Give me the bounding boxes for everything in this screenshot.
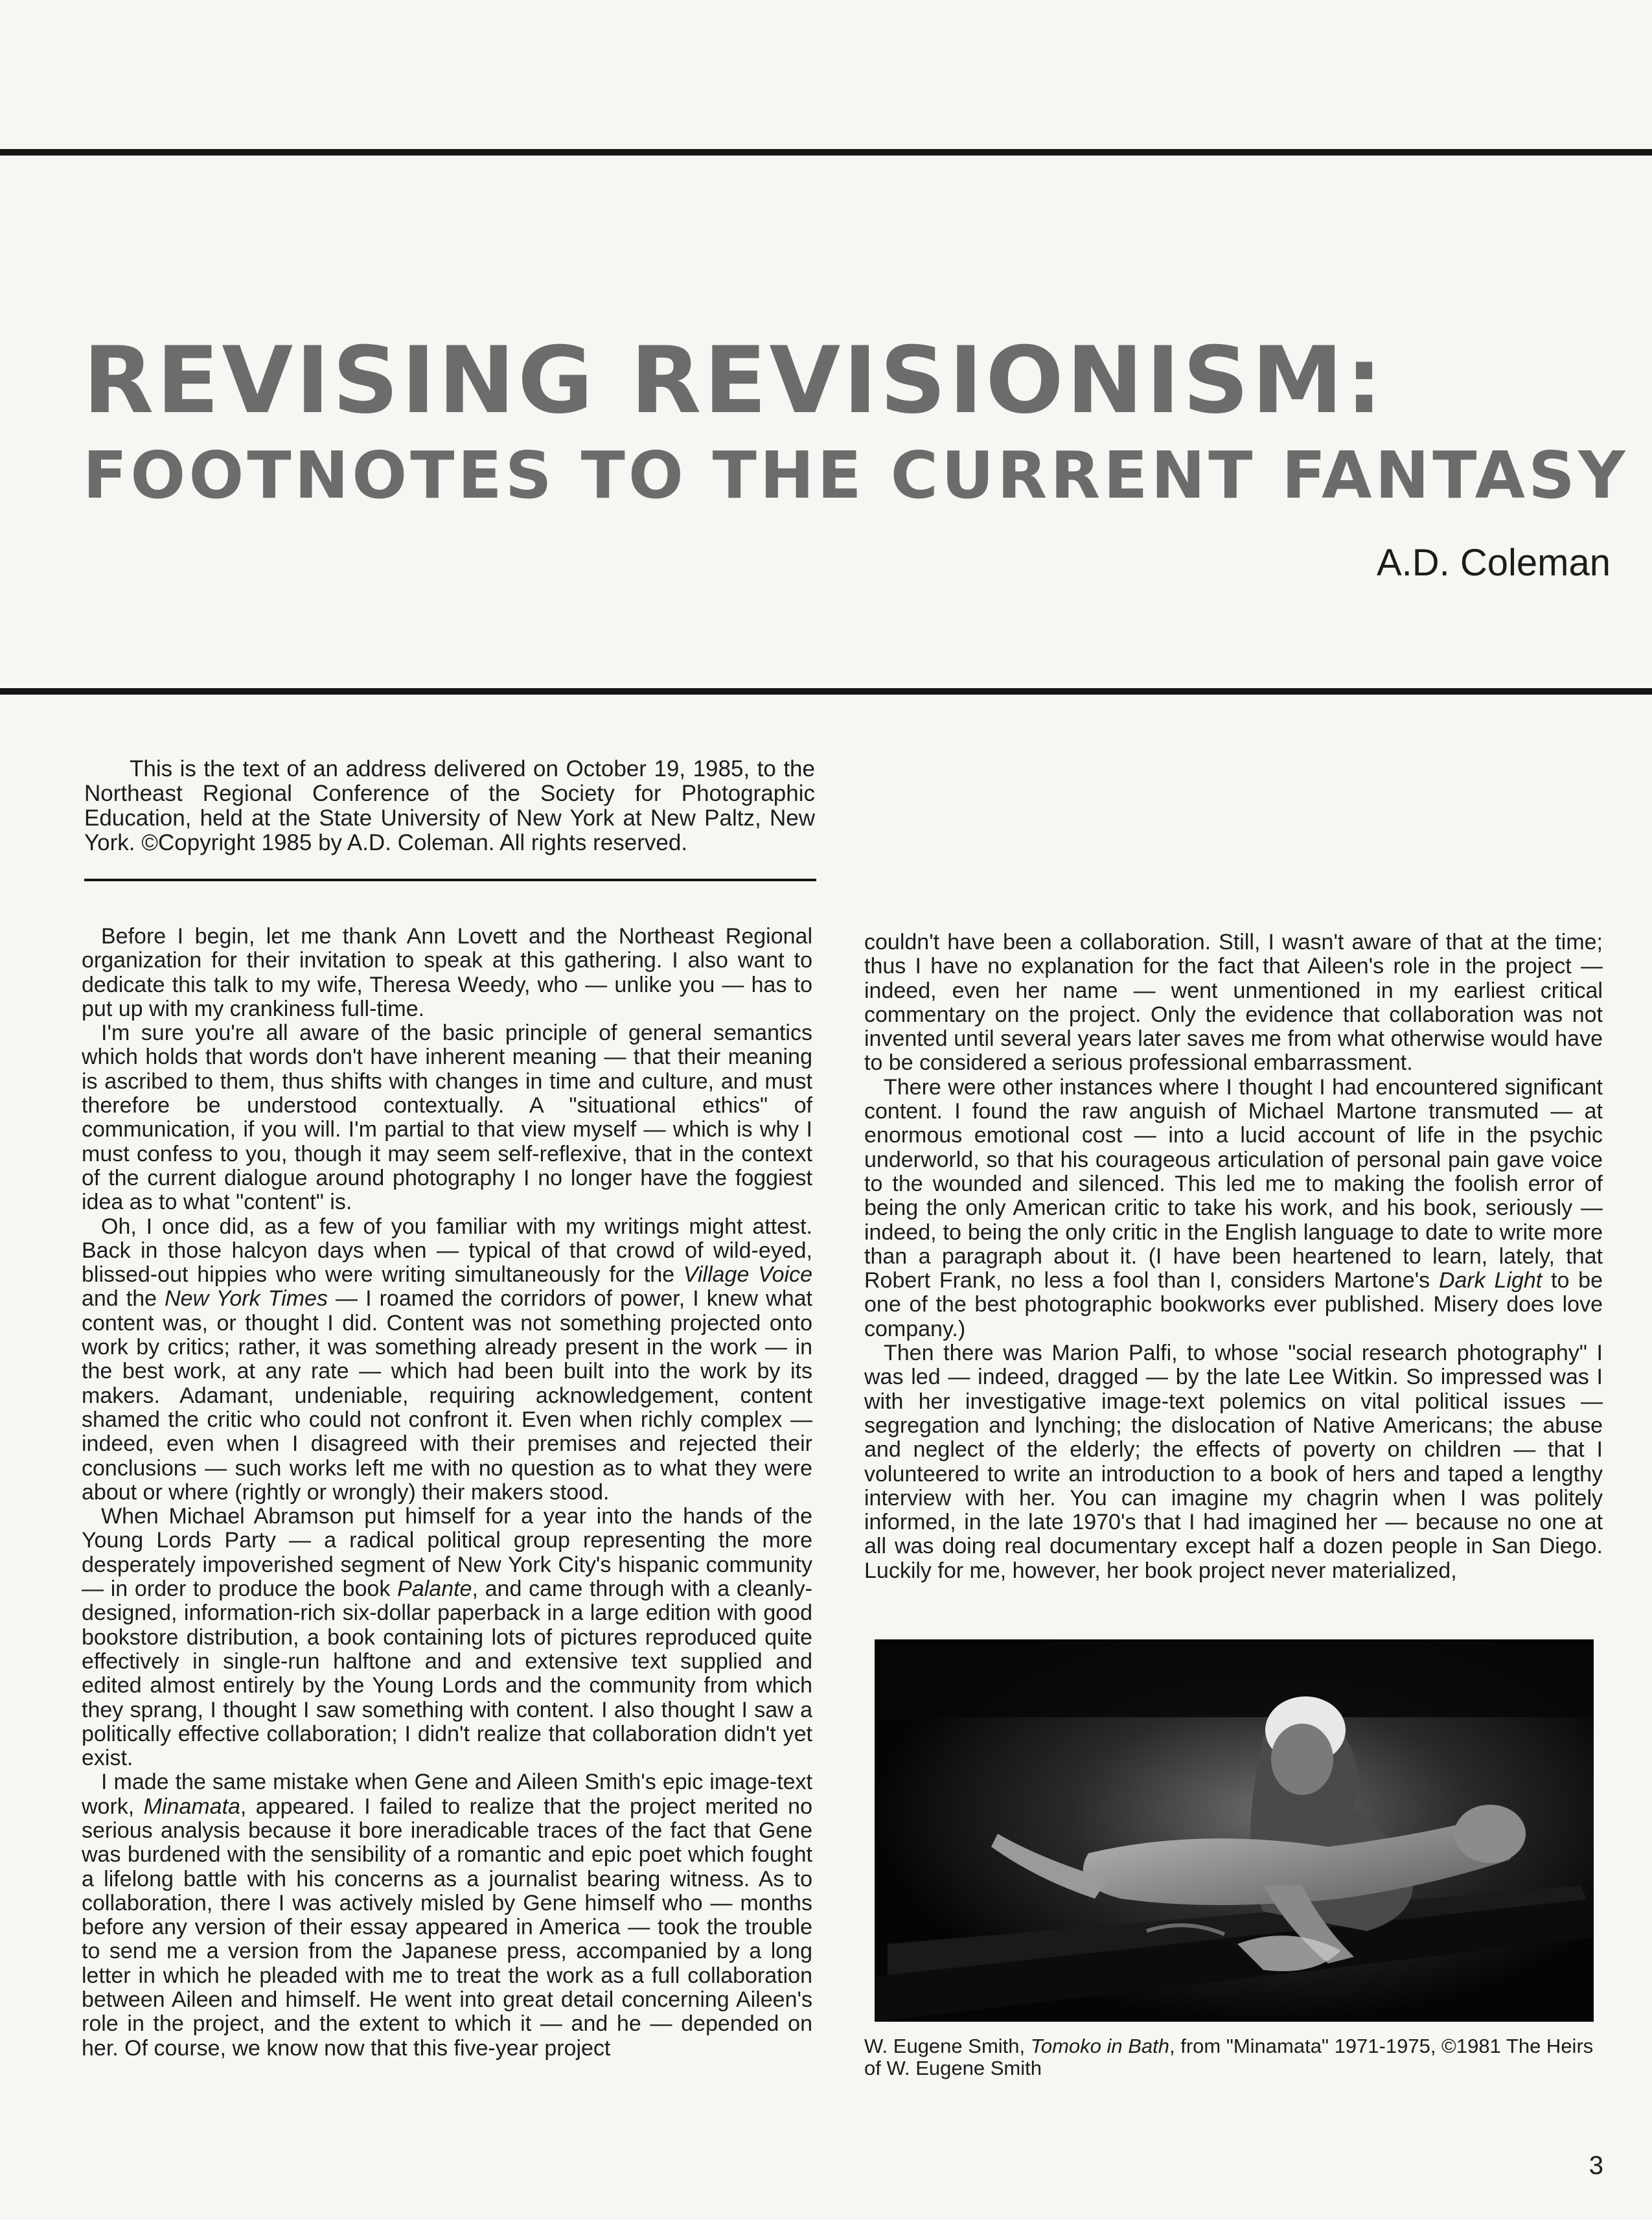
paragraph: Before I begin, let me thank Ann Lovett and the Northeast Regional organization for their invitation to speak at this gathering. I also want to dedicate this talk to my wife, Theresa Weedy, who — unlike you — has to put up with my crankiness full-time. bbox=[82, 924, 812, 1021]
intro-divider bbox=[84, 879, 816, 881]
paragraph: Oh, I once did, as a few of you familiar with my writings might attest. Back in those halcyon days when — typical of that crowd of wild-eyed, blissed-out hippies who were writing simultaneously for the Village Voice and the New York Times — I roamed the corridors of power, I knew what content was, or thought I did. Content was not something projected onto work by critics; rather, it was something already present in the work — in the best work, at any rate — which had been built into the work by its makers. Adamant, undeniable, requiring acknowledgement, content shamed the critic who could not confront it. Even when richly complex — indeed, even when I disagreed with their premises and rejected their conclusions — such works left me with no question as to what they were about or where (rightly or wrongly) their makers stood. bbox=[82, 1214, 812, 1505]
body-column-right bbox=[864, 931, 1603, 1583]
photograph bbox=[875, 1639, 1594, 2022]
photo-illustration bbox=[875, 1639, 1594, 2022]
paragraph: I'm sure you're all aware of the basic principle of general semantics which holds that words don't have inherent meaning — that their meaning is ascribed to them, thus shifts with changes in time and culture, and must therefore be understood contextually. A "situational ethics" of communication, if you will. I'm partial to that view myself — which is why I must confess to you, though it may seem self-reflexive, that in the context of the current dialogue around photography I no longer have the foggiest idea as to what "content" is. bbox=[82, 1021, 812, 1215]
article-title: REVISING REVISIONISM: bbox=[83, 327, 1385, 434]
intro-note: This is the text of an address delivered on October 19, 1985, to the Northeast Regional Conference of the Society for Photographic Education, held at the State University of New York at New Paltz, New York. ©Copyright 1985 by A.D. Coleman. All rights reserved. bbox=[84, 756, 815, 855]
paragraph: I made the same mistake when Gene and Aileen Smith's epic image-text work, Minamata, appeared. I failed to realize that the project merited no serious analysis because it bore ineradicable traces of the fact that Gene was burdened with the sensibility of a romantic and epic poet which fought a lifelong battle with his concerns as a journalist bearing witness. As to collaboration, there I was actively misled by Gene himself who — months before any version of their essay appeared in America — took the trouble to send me a version from the Japanese press, accompanied by a long letter in which he pleaded with me to treat the work as a full collaboration between Aileen and himself. He went into great detail concerning Aileen's role in the project, and the extent to which it — and he — depended on her. Of course, we know now that this five-year project bbox=[82, 1770, 812, 2061]
paragraph: Then there was Marion Palfi, to whose "social research photography" I was led — indeed, dragged — by the late Lee Witkin. So impressed was I with her investigative image-text polemics on vital political issues — segregation and lynching; the dislocation of Native Americans; the abuse and neglect of the elderly; the effects of poverty on children — that I volunteered to write an introduction to a book of hers and taped a lengthy interview with her. You can imagine my chagrin when I was politely informed, in the late 1970's that I had imagined her — because no one at all was doing real documentary except half a dozen people in San Diego. Luckily for me, however, her book project never materialized, bbox=[864, 1341, 1603, 1583]
article-subtitle: FOOTNOTES TO THE CURRENT FANTASY bbox=[83, 437, 1629, 513]
header-rule-top bbox=[0, 149, 1652, 156]
page-number: 3 bbox=[1589, 2151, 1603, 2180]
body-column-left bbox=[82, 925, 812, 2061]
paragraph: couldn't have been a collaboration. Still, I wasn't aware of that at the time; thus I have no explanation for the fact that Aileen's role in the project — indeed, even her name — went unmentioned in my earliest critical commentary on the project. Only the evidence that collaboration was not invented until several years later saves me from what otherwise would have to be considered a serious professional embarrassment. bbox=[864, 930, 1603, 1076]
publication-title: New York Times bbox=[165, 1286, 328, 1312]
header-rule-bottom bbox=[0, 688, 1652, 695]
paragraph: There were other instances where I thought I had encountered significant content. I found the raw anguish of Michael Martone transmuted — at enormous emotional cost — into a lucid account of life in the psychic underworld, so that his courageous articulation of personal pain gave voice to the wounded and silenced. This led me to making the foolish error of being the only American critic to take his work, and his book, seriously — indeed, to being the only critic in the English language to date to write more than a paragraph about it. (I have been heartened to learn, lately, that Robert Frank, no less a fool than I, considers Martone's Dark Light to be one of the best photographic bookworks ever published. Misery does love company.) bbox=[864, 1074, 1603, 1341]
author-byline: A.D. Coleman bbox=[1376, 542, 1611, 584]
book-title: Palante bbox=[397, 1577, 472, 1602]
book-title: Minamata bbox=[143, 1794, 240, 1819]
book-title: Dark Light bbox=[1438, 1268, 1543, 1293]
photo-caption: W. Eugene Smith, Tomoko in Bath, from "Minamata" 1971-1975, ©1981 The Heirs of W. Eugene Smith bbox=[864, 2035, 1594, 2079]
photo-title: Tomoko in Bath bbox=[1030, 2035, 1169, 2057]
paragraph: When Michael Abramson put himself for a year into the hands of the Young Lords Party — a radical political group representing the more desperately impoverished segment of New York City's hispanic community — in order to produce the book Palante, and came through with a cleanly-designed, information-rich six-dollar paperback in a large edition with good bookstore distribution, a book containing lots of pictures reproduced quite effectively in single-run halftone and and extensive text supplied and edited almost entirely by the Young Lords and the community from which they sprang, I thought I saw something with content. I also thought I saw a politically effective collaboration; I didn't realize that collaboration didn't yet exist. bbox=[82, 1504, 812, 1771]
publication-title: Village Voice bbox=[683, 1262, 812, 1288]
